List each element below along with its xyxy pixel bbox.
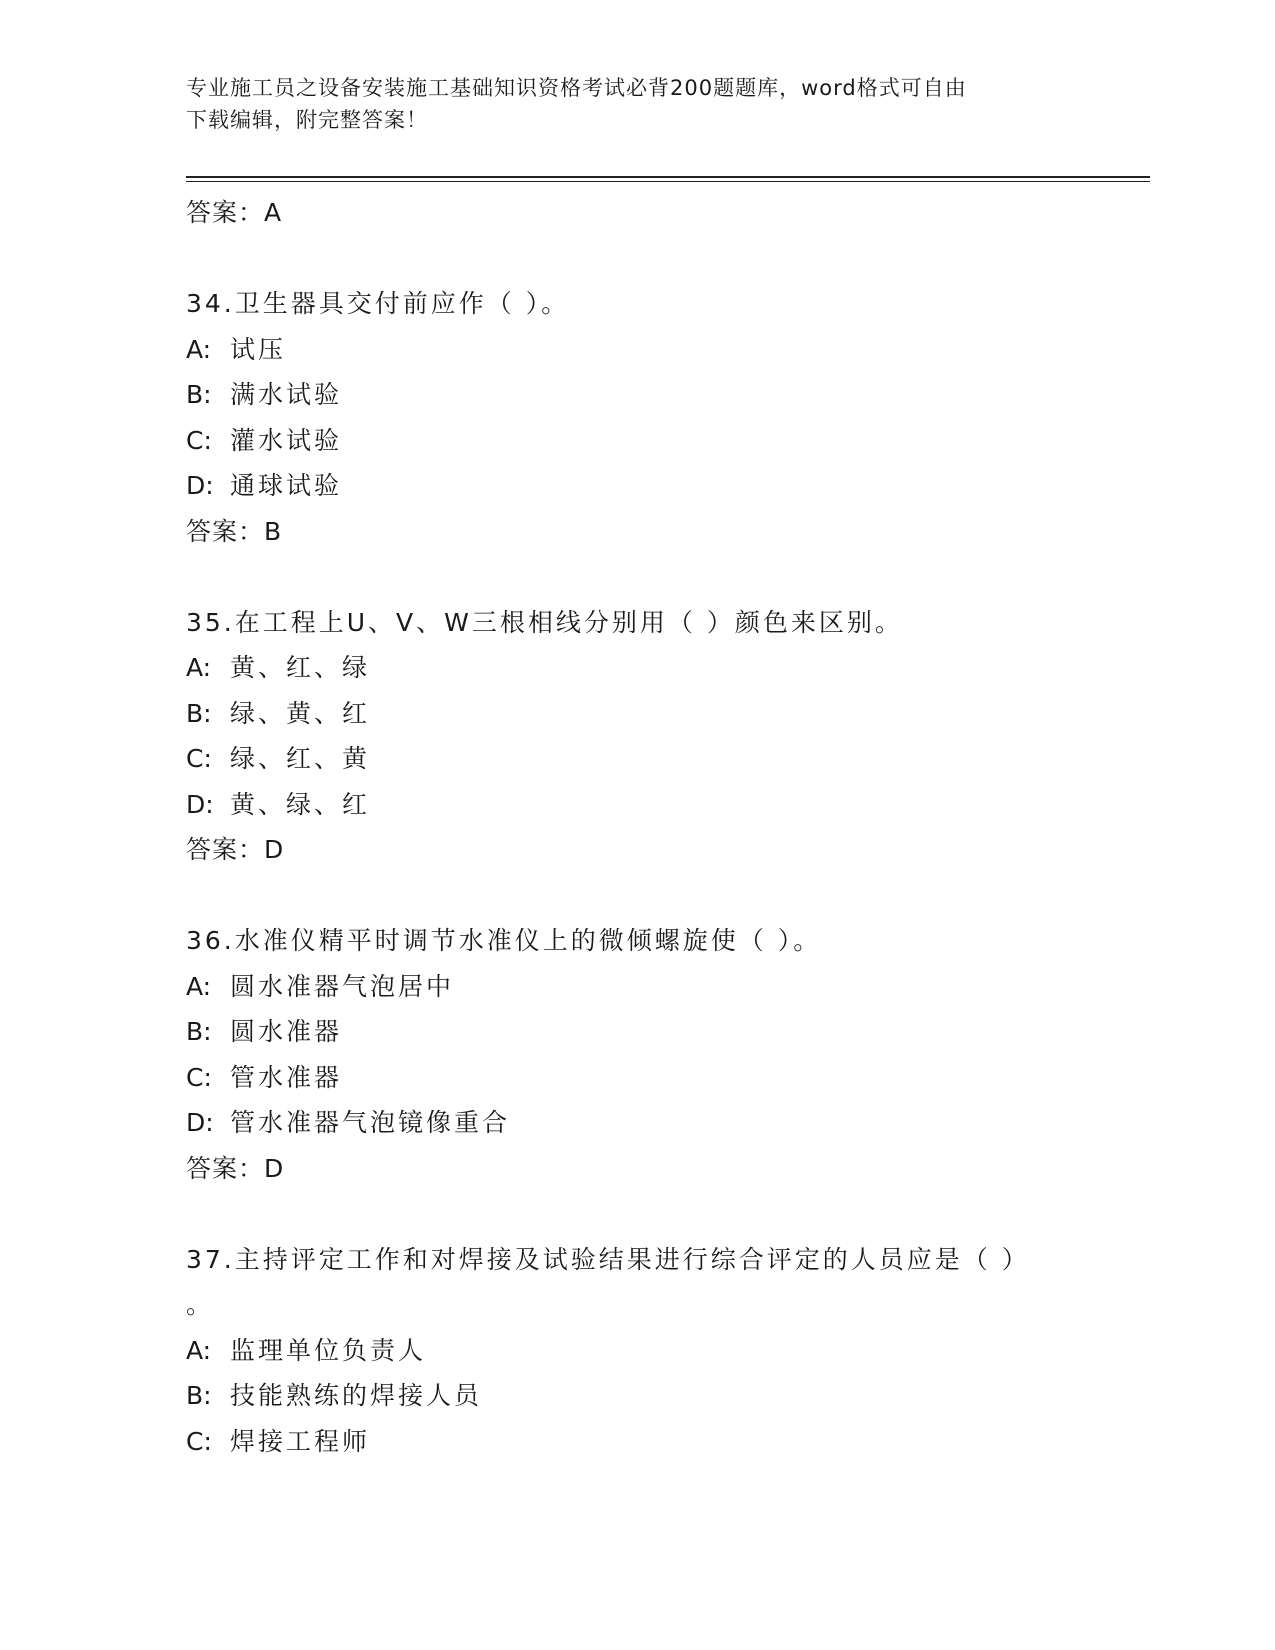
question-stem: 35.在工程上U、V、W三根相线分别用（ ）颜色来区别。 [186,607,903,637]
header-divider-thick [186,176,1150,178]
option-b [186,372,1086,418]
option-letter: C: [186,1062,212,1092]
option-text: 焊接工程师 [230,1426,371,1456]
option-letter: D: [186,789,214,819]
option-text: 黄、绿、红 [230,789,371,819]
option-letter: A: [186,971,212,1001]
option-c [186,418,1086,464]
option-b [186,691,1086,737]
option-letter: C: [186,1426,212,1456]
option-letter: B: [186,1017,212,1046]
header-divider-thin [186,181,1150,182]
option-b [186,1009,1086,1055]
option-c [186,736,1086,782]
option-d [186,1100,1086,1146]
option-text: 圆水准器 [230,1017,343,1046]
option-text: 管水准器 [230,1062,343,1092]
option-text: 监理单位负责人 [230,1335,427,1365]
option-letter: B: [186,380,212,409]
option-text: 圆水准器气泡居中 [230,971,455,1001]
answer-line: 答案：B [186,516,283,546]
option-text: 管水准器气泡镜像重合 [230,1108,511,1137]
header-title-line-2: 下载编辑，附完整答案！ [186,108,428,132]
question-block [186,281,1086,554]
option-text: 试压 [230,334,287,364]
option-letter: D: [186,471,214,500]
option-a [186,327,1086,373]
option-d [186,463,1086,509]
spacer [186,236,1086,282]
question-stem-continuation: 。 [186,1290,215,1319]
header-title-line-1: 专业施工员之设备安装施工基础知识资格考试必背200题题库，word格式可自由 [186,76,967,100]
option-letter: A: [186,1335,212,1365]
question-stem: 36.水准仪精平时调节水准仪上的微倾螺旋使（ ）。 [186,926,822,955]
option-letter: B: [186,698,212,728]
option-d [186,782,1086,828]
option-letter: C: [186,744,212,773]
option-text: 绿、红、黄 [230,744,371,773]
spacer [186,554,1086,600]
option-text: 黄、红、绿 [230,653,371,682]
option-letter: D: [186,1108,214,1137]
option-letter: C: [186,425,212,455]
answer-line: 答案：D [186,1153,285,1183]
question-block [186,918,1086,1191]
spacer [186,1191,1086,1237]
option-c [186,1419,1086,1465]
option-letter: A: [186,334,212,364]
option-text: 通球试验 [230,471,343,500]
question-stem: 37.主持评定工作和对焊接及试验结果进行综合评定的人员应是（ ） [186,1244,1030,1274]
option-text: 绿、黄、红 [230,698,371,728]
answer-line: 答案：A [186,198,283,227]
option-a [186,964,1086,1010]
option-letter: A: [186,653,212,682]
option-text: 技能熟练的焊接人员 [230,1381,483,1410]
option-letter: B: [186,1381,212,1410]
option-text: 灌水试验 [230,425,343,455]
spacer [186,873,1086,919]
option-a [186,1328,1086,1374]
question-block [186,600,1086,873]
option-c [186,1055,1086,1101]
question-block [186,1237,1086,1465]
option-b [186,1373,1086,1419]
answer-line: 答案：D [186,835,285,864]
document-body [186,190,1086,1464]
question-stem: 34.卫生器具交付前应作（ ）。 [186,289,570,318]
option-a [186,645,1086,691]
document-header [186,72,1066,136]
option-text: 满水试验 [230,380,343,409]
